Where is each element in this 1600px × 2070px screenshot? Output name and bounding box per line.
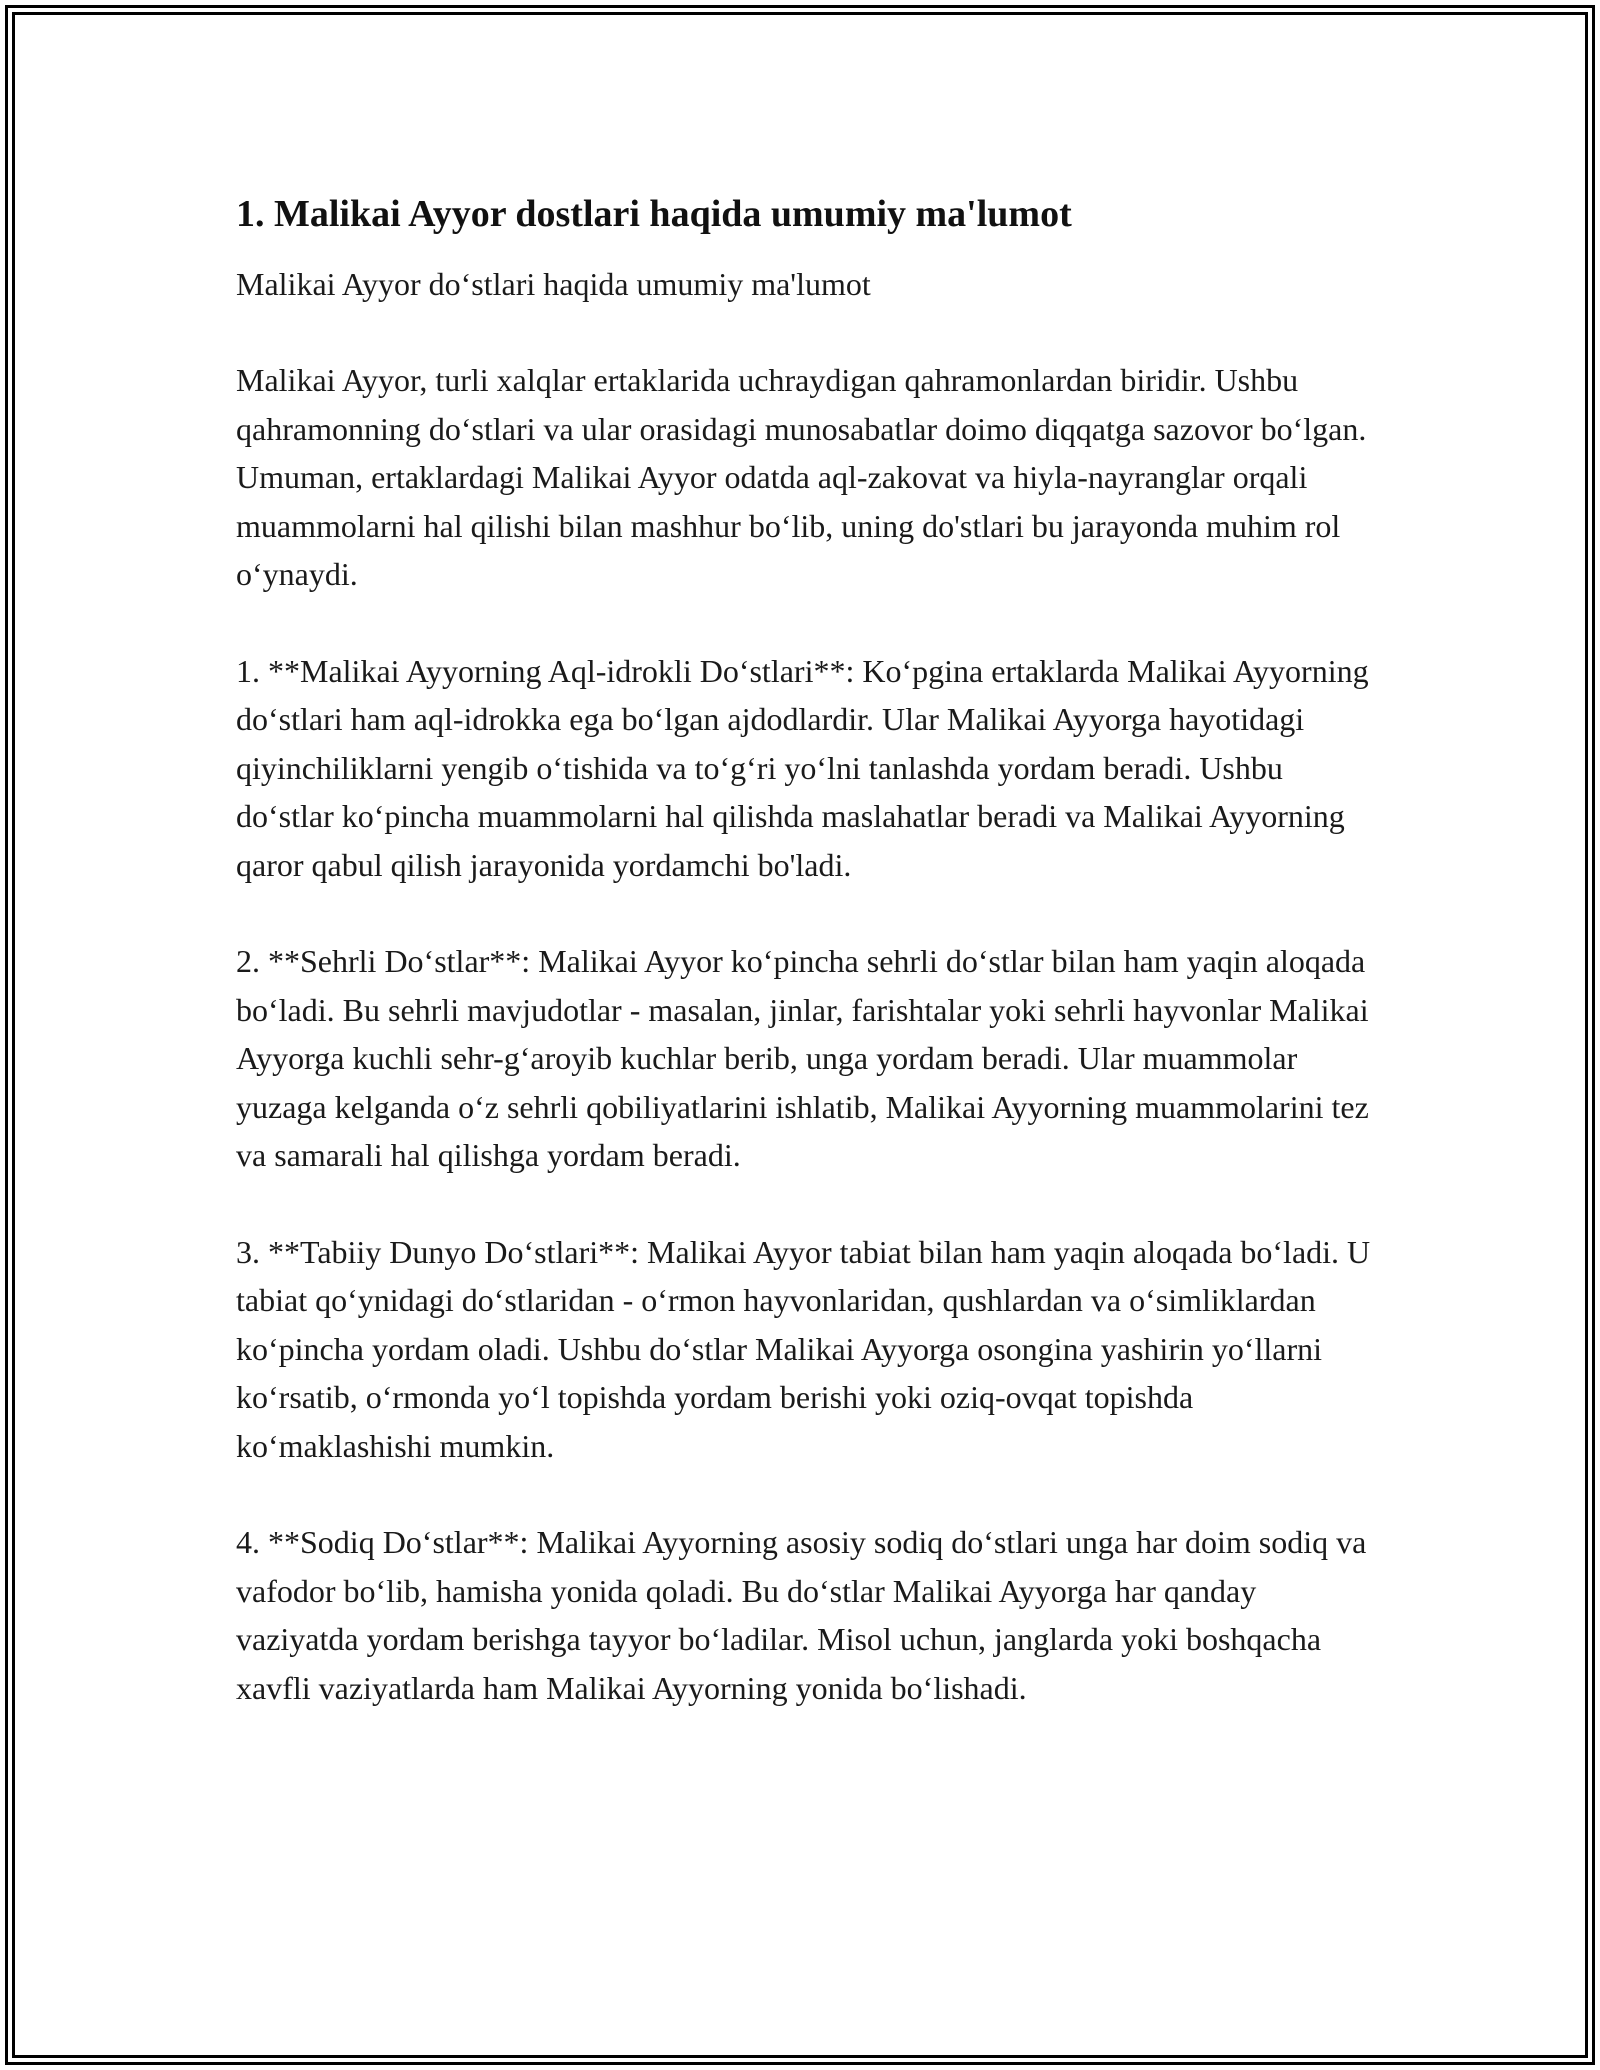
paragraph-wise-friends: 1. **Malikai Ayyorning Aql-idrokli Do‘stlari**: Ko‘pgina ertaklarda Malikai Ayyorning do‘stlari ham aql-idrokka ega bo‘lgan ajdodlardir. Ular Malikai Ayyorga hayotidagi qiyinchiliklarni yengib o‘tishida va to‘g‘ri yo‘lni tanlashda yordam beradi. Ushbu do‘stlar ko‘pincha muammolarni hal qilishda maslahatlar beradi va Malikai Ayyorning qaror qabul qilish jarayonida yordamchi bo'ladi. (236, 652, 1369, 883)
document-subtitle: Malikai Ayyor do‘stlari haqida umumiy ma'lumot (236, 266, 871, 302)
document-heading: 1. Malikai Ayyor dostlari haqida umumiy ma'lumot (236, 193, 1072, 235)
paragraph-loyal-friends: 4. **Sodiq Do‘stlar**: Malikai Ayyorning asosiy sodiq do‘stlari unga har doim sodiq va vafodor bo‘lib, hamisha yonida qoladi. Bu do‘stlar Malikai Ayyorga har qanday vaziyatda yordam berishga tayyor bo‘ladilar. Misol uchun, janglarda yoki boshqacha xavfli vaziyatlarda ham Malikai Ayyorning yonida bo‘lishadi. (236, 1524, 1367, 1706)
paragraph-magic-friends: 2. **Sehrli Do‘stlar**: Malikai Ayyor ko‘pincha sehrli do‘stlar bilan ham yaqin aloqada bo‘ladi. Bu sehrli mavjudotlar - masalan, jinlar, farishtalar yoki sehrli hayvonlar Malikai Ayyorga kuchli sehr-g‘aroyib kuchlar berib, unga yordam beradi. Ular muammolar yuzaga kelganda o‘z sehrli qobiliyatlarini ishlatib, Malikai Ayyorning muammolarini tez va samarali hal qilishga yordam beradi. (236, 943, 1369, 1173)
paragraph-nature-friends: 3. **Tabiiy Dunyo Do‘stlari**: Malikai Ayyor tabiat bilan ham yaqin aloqada bo‘ladi. U tabiat qo‘ynidagi do‘stlaridan - o‘rmon hayvonlaridan, qushlardan va o‘simliklardan ko‘pincha yordam oladi. Ushbu do‘stlar Malikai Ayyorga osongina yashirin yo‘llarni ko‘rsatib, o‘rmonda yo‘l topishda yordam berishi yoki oziq-ovqat topishda ko‘maklashishi mumkin. (236, 1233, 1371, 1464)
intro-paragraph: Malikai Ayyor, turli xalqlar ertaklarida uchraydigan qahramonlardan biridir. Ushbu qahramonning do‘stlari va ular orasidagi munosabatlar doimo diqqatga sazovor bo‘lgan. Umuman, ertaklardagi Malikai Ayyor odatda aql-zakovat va hiyla-nayranglar orqali muammolarni hal qilishi bilan mashhur bo‘lib, uning do'stlari bu jarayonda muhim rol o‘ynaydi. (236, 362, 1367, 592)
document-body (236, 186, 1376, 1712)
